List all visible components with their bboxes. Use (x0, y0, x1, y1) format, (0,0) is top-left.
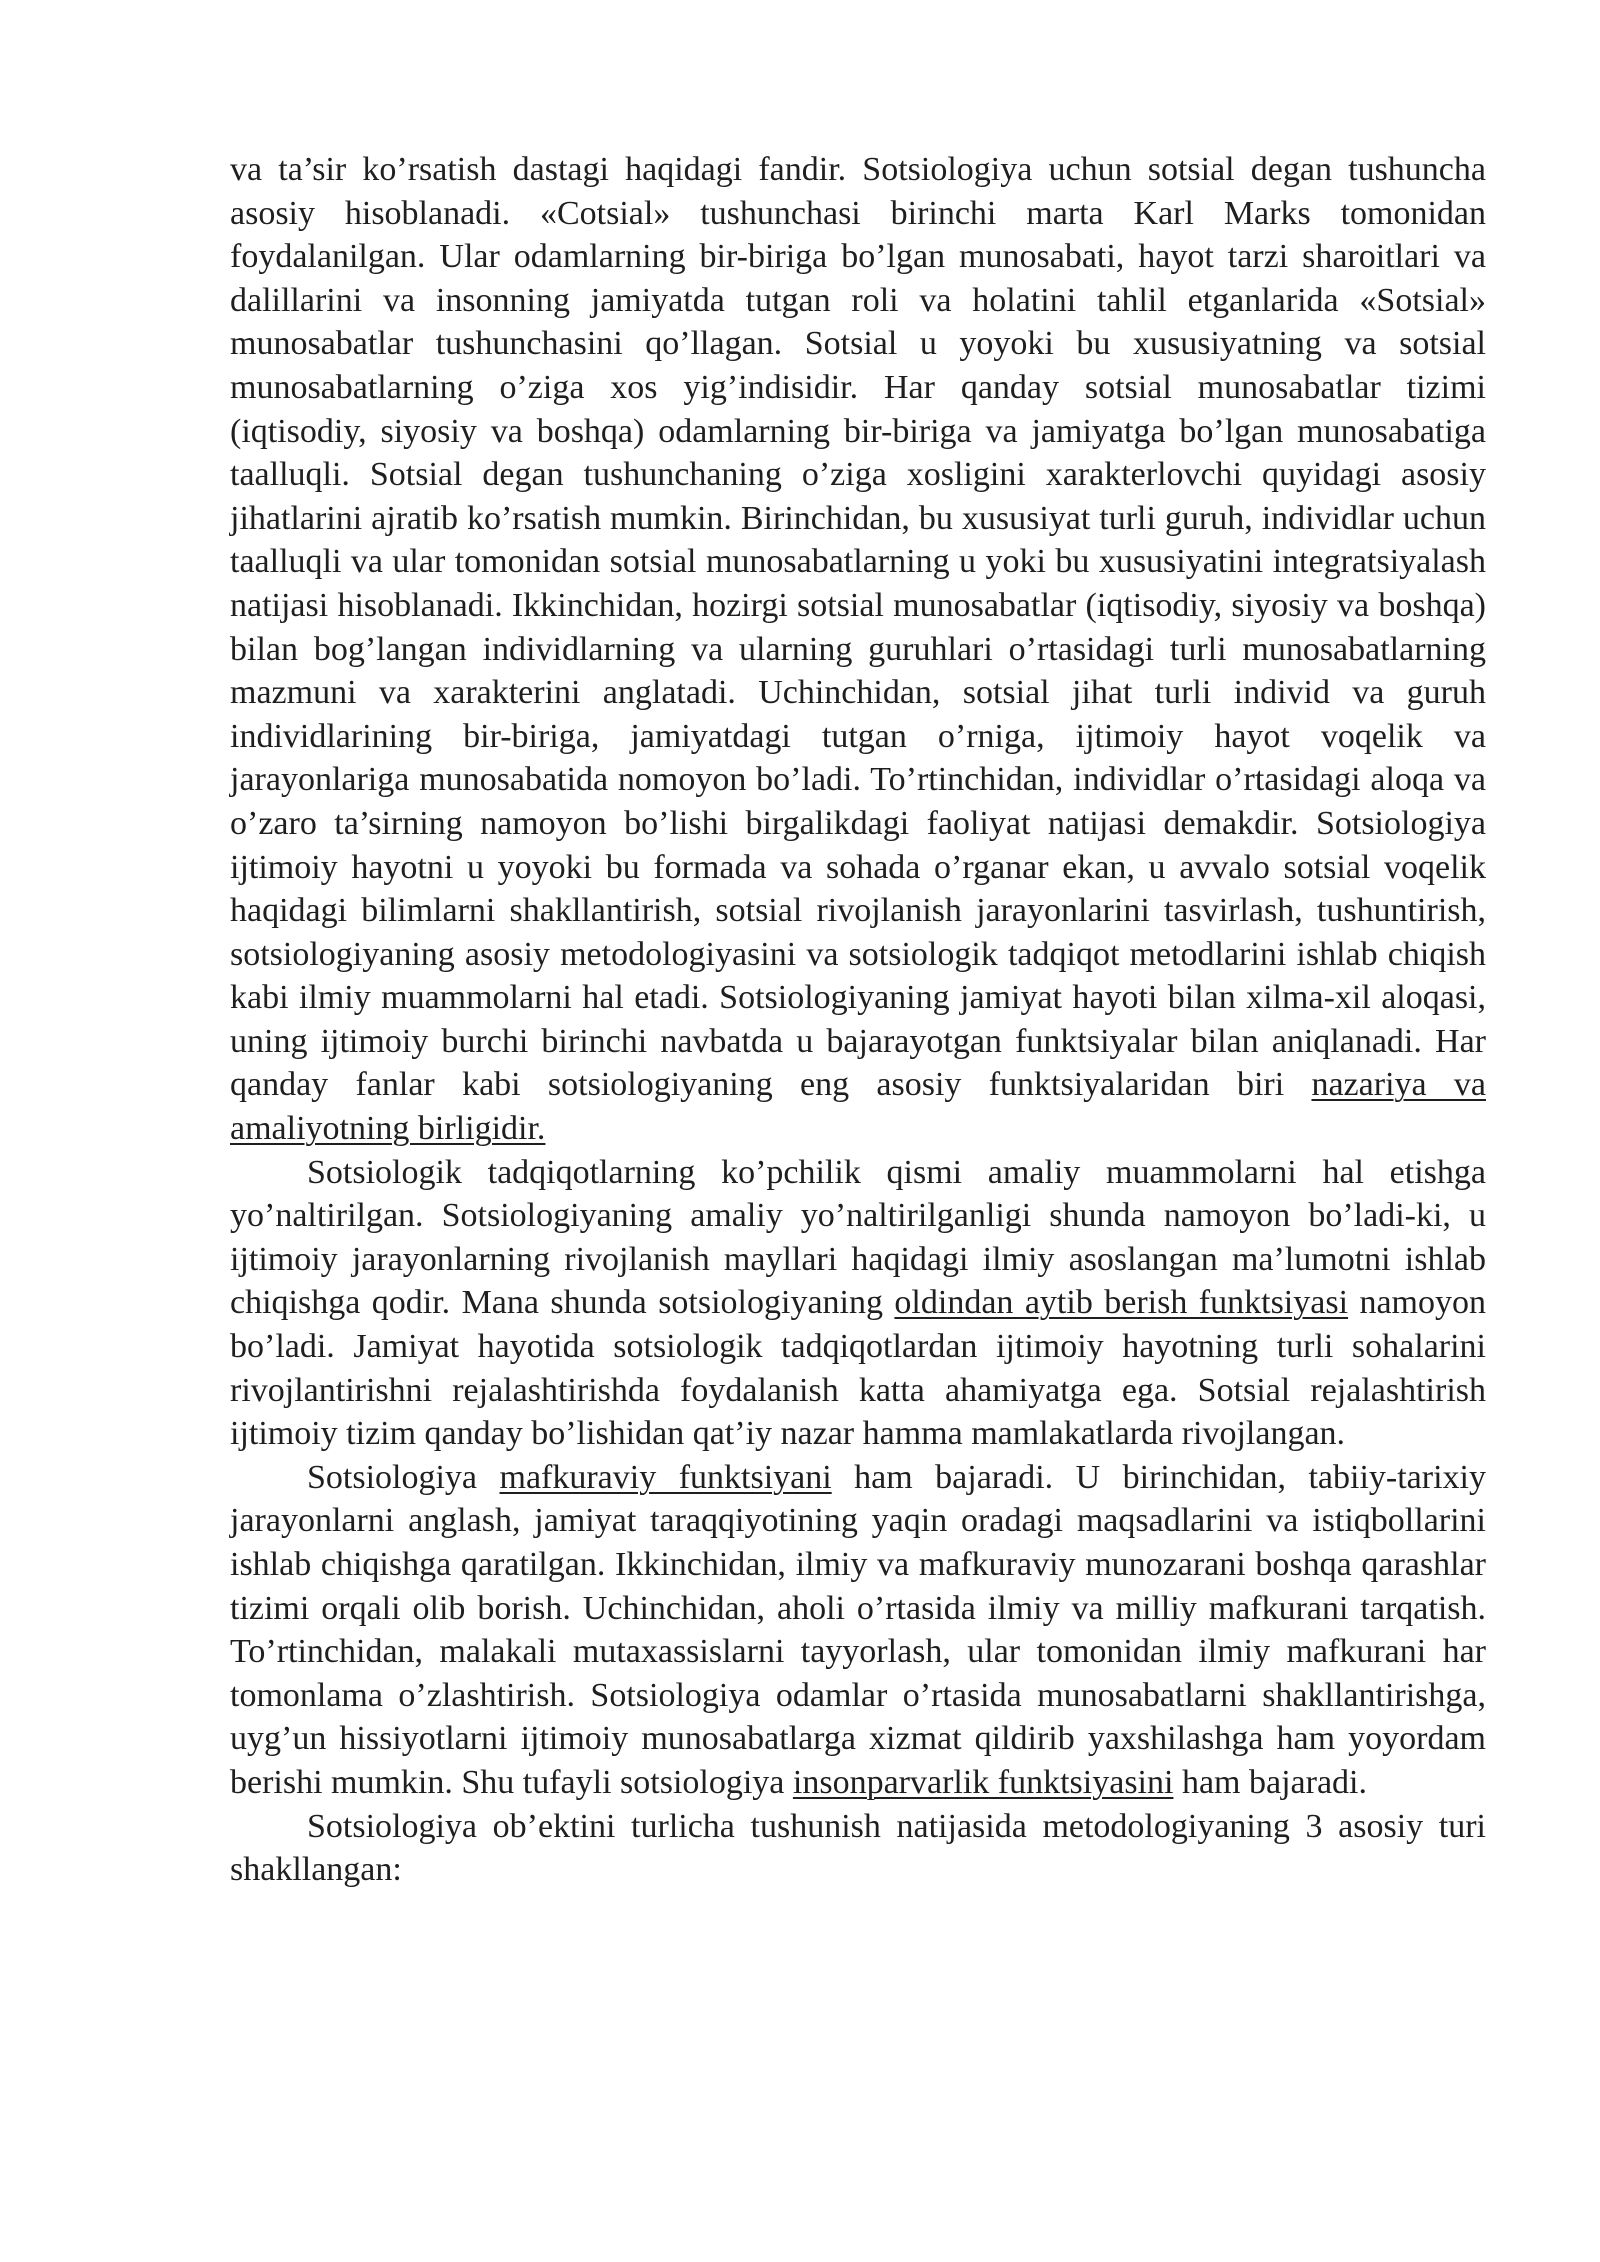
text-run: Sotsiologik tadqiqotlarning ko’pchilik qismi amaliy muammolarni hal etishga yo’naltirilgan. Sotsiologiyaning amaliy yo’naltirilganligi shunda namoyon bo’ladi-ki, u ijtimoiy jarayonlarning rivojlanish mayllari haqidagi ilmiy asoslangan ma’lumotni ishlab chiqishga qodir. Mana shunda sotsiologiyaning (230, 1153, 1486, 1322)
underlined-term: mafkuraviy funktsiyani (499, 1458, 832, 1496)
text-run: namoyon bo’ladi. Jamiyat hayotida sotsiologik tadqiqotlardan ijtimoiy hayotning turli sohalarini rivojlantirishni rejalashtirishda foydalanish katta ahamiyatga ega. Sotsial rejalashtirish ijtimoiy tizim qanday bo’lishidan qat’iy nazar hamma mamlakatlarda rivojlangan. (230, 1284, 1486, 1453)
paragraph-1 (230, 148, 1486, 1151)
paragraph-2 (230, 1151, 1486, 1456)
text-run: Sotsiologiya (307, 1458, 500, 1496)
document-page (230, 148, 1486, 1892)
underlined-term: oldindan aytib berish funktsiyasi (894, 1284, 1349, 1322)
text-run: ham bajaradi. (1173, 1763, 1367, 1801)
underlined-term: nazariya va amaliyotning birligidir. (230, 1066, 1486, 1148)
paragraph-3 (230, 1456, 1486, 1805)
underlined-term: insonparvarlik funktsiyasini (792, 1763, 1174, 1801)
text-run: Sotsiologiya ob’ektini turlicha tushunish natijasida metodologiyaning 3 asosiy turi shakllangan: (230, 1807, 1486, 1889)
text-run: ham bajaradi. U birinchidan, tabiiy-tarixiy jarayonlarni anglash, jamiyat taraqqiyotining yaqin oradagi maqsadlarini va istiqbollarini ishlab chiqishga qaratilgan. Ikkinchidan, ilmiy va mafkuraviy munozarani boshqa qarashlar tizimi orqali olib borish. Uchinchidan, aholi o’rtasida ilmiy va milliy mafkurani tarqatish. To’rtinchidan, malakali mutaxassislarni tayyorlash, ular tomonidan ilmiy mafkurani har tomonlama o’zlashtirish. Sotsiologiya odamlar o’rtasida munosabatlarni shakllantirishga, uyg’un hissiyotlarni ijtimoiy munosabatlarga xizmat qildirib yaxshilashga ham yoyordam berishi mumkin. Shu tufayli sotsiologiya (230, 1458, 1486, 1801)
paragraph-4 (230, 1805, 1486, 1892)
text-run: va ta’sir ko’rsatish dastagi haqidagi fandir. Sotsiologiya uchun sotsial degan tushuncha asosiy hisoblanadi. «Cotsial» tushunchasi birinchi marta Karl Marks tomonidan foydalanilgan. Ular odamlarning bir-biriga bo’lgan munosabati, hayot tarzi sharoitlari va dalillarini va insonning jamiyatda tutgan roli va holatini tahlil etganlarida «Sotsial» munosabatlar tushunchasini qo’llagan. Sotsial u yoyoki bu xususiyatning va sotsial munosabatlarning o’ziga xos yig’indisidir. Har qanday sotsial munosabatlar tizimi (iqtisodiy, siyosiy va boshqa) odamlarning bir-biriga va jamiyatga bo’lgan munosabatiga taalluqli. Sotsial degan tushunchaning o’ziga xosligini xarakterlovchi quyidagi asosiy jihatlarini ajratib ko’rsatish mumkin. Birinchidan, bu xususiyat turli guruh, individlar uchun taalluqli va ular tomonidan sotsial munosabatlarning u yoki bu xususiyatini integratsiyalash natijasi hisoblanadi. Ikkinchidan, hozirgi sotsial munosabatlar (iqtisodiy, siyosiy va boshqa) bilan bog’langan individlarning va ularning guruhlari o’rtasidagi turli munosabatlarning mazmuni va xarakterini anglatadi. Uchinchidan, sotsial jihat turli individ va guruh individlarining bir-biriga, jamiyatdagi tutgan o’rniga, ijtimoiy hayot voqelik va jarayonlariga munosabatida nomoyon bo’ladi. To’rtinchidan, individlar o’rtasidagi aloqa va o’zaro ta’sirning namoyon bo’lishi birgalikdagi faoliyat natijasi demakdir. Sotsiologiya ijtimoiy hayotni u yoyoki bu formada va sohada o’rganar ekan, u avvalo sotsial voqelik haqidagi bilimlarni shakllantirish, sotsial rivojlanish jarayonlarini tasvirlash, tushuntirish, sotsiologiyaning asosiy metodologiyasini va sotsiologik tadqiqot metodlarini ishlab chiqish kabi ilmiy muammolarni hal etadi. Sotsiologiyaning jamiyat hayoti bilan xilma-xil aloqasi, uning ijtimoiy burchi birinchi navbatda u bajarayotgan funktsiyalar bilan aniqlanadi. Har qanday fanlar kabi sotsiologiyaning eng asosiy funktsiyalaridan biri (230, 151, 1486, 1104)
